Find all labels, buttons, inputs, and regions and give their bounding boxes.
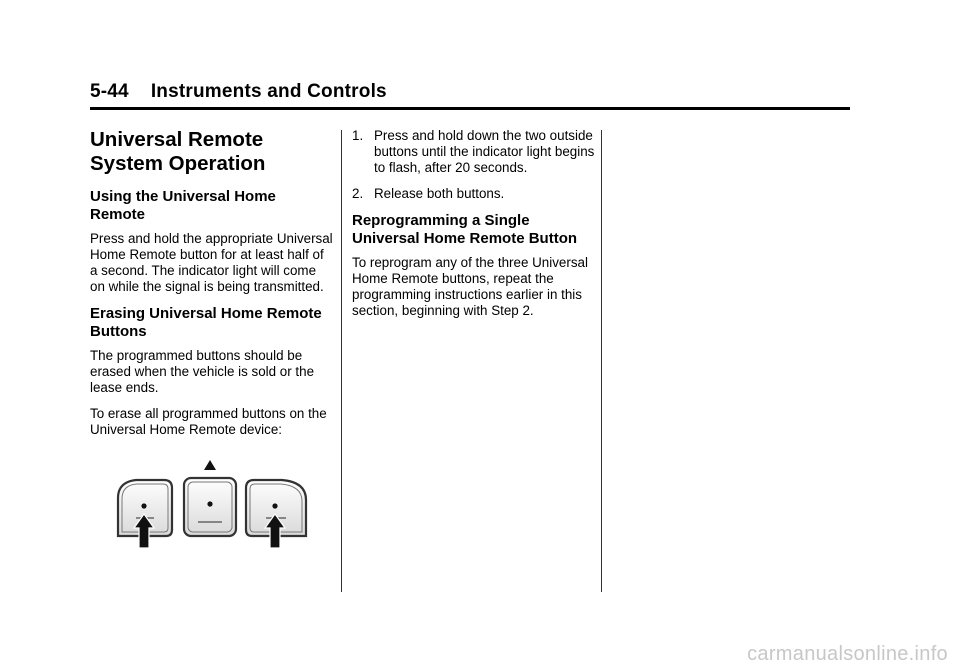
page-number: 5-44 bbox=[90, 81, 129, 102]
remote-buttons-illustration bbox=[106, 460, 316, 548]
indicator-light-icon bbox=[204, 460, 216, 470]
erasing-text-2: To erase all programmed buttons on the Universal Home Remote device: bbox=[90, 406, 327, 437]
header-rule bbox=[90, 107, 850, 110]
page-header bbox=[90, 80, 850, 110]
section-heading: Universal Remote System Operation bbox=[90, 128, 266, 175]
reprogramming-heading: Reprogramming a Single Universal Home Remote Button bbox=[352, 212, 578, 247]
reprogramming-text: To reprogram any of the three Universal Home Remote buttons, repeat the programming instructions earlier in this section, beginning with Step 2. bbox=[352, 255, 588, 318]
indicator-dot bbox=[272, 503, 277, 508]
header-text bbox=[90, 80, 850, 104]
erase-steps-list bbox=[352, 128, 597, 202]
column-divider bbox=[601, 130, 602, 592]
using-remote-text: Press and hold the appropriate Universal Home Remote button for at least half of a second. The indicator light will come on while the signal is being transmitted. bbox=[90, 231, 333, 294]
erasing-buttons-heading: Erasing Universal Home Remote Buttons bbox=[90, 305, 322, 340]
step-text: Press and hold down the two outside buttons until the indicator light begins to flash, after 20 seconds. bbox=[374, 128, 595, 175]
using-remote-heading: Using the Universal Home Remote bbox=[90, 188, 276, 223]
section-title: Instruments and Controls bbox=[150, 81, 387, 102]
indicator-dot bbox=[207, 501, 212, 506]
erasing-text-1: The programmed buttons should be erased when the vehicle is sold or the lease ends. bbox=[90, 348, 315, 395]
list-item: 1. Press and hold down the two outside buttons until the indicator light begins to flash, after 20 seconds. bbox=[352, 128, 597, 176]
middle-remote-button bbox=[184, 460, 236, 536]
watermark: carmanualsonline.info bbox=[747, 643, 948, 665]
list-item: 2. Release both buttons. bbox=[352, 186, 505, 201]
right-column bbox=[352, 128, 597, 329]
left-column bbox=[90, 128, 333, 448]
column-divider bbox=[341, 130, 342, 592]
step-text: Release both buttons. bbox=[374, 186, 505, 201]
indicator-dot bbox=[141, 503, 146, 508]
